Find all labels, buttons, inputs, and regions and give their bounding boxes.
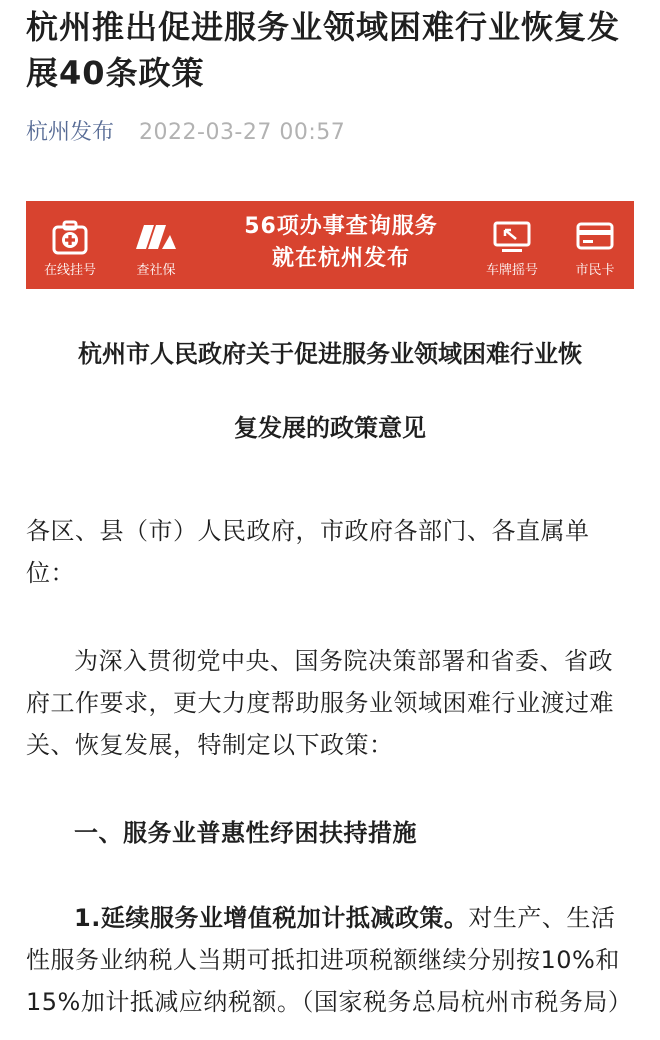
screen-icon (492, 219, 532, 259)
policy-item-1 (26, 897, 636, 1023)
social-security-icon (132, 219, 180, 257)
services-banner[interactable] (26, 201, 634, 289)
author-link[interactable]: 杭州发布 (26, 120, 115, 145)
banner-slogan (196, 211, 486, 275)
document-heading-line2: 复发展的政策意见 (234, 414, 426, 442)
article-meta (26, 118, 345, 148)
service-license-lottery[interactable] (474, 201, 550, 289)
policy-item-title: 1.延续服务业增值税加计抵减政策。 (74, 904, 469, 932)
service-label: 查社保 (136, 263, 176, 278)
medical-kit-icon (50, 219, 90, 261)
document-heading-line1: 杭州市人民政府关于促进服务业领域困难行业恢 (78, 340, 582, 368)
service-label: 车牌摇号 (485, 263, 538, 278)
article-title: 杭州推出促进服务业领域困难行业恢复发展40条政策 (26, 8, 621, 92)
service-citizen-card[interactable] (560, 201, 630, 289)
publish-date: 2022-03-27 00:57 (139, 120, 346, 145)
service-label: 在线挂号 (43, 263, 96, 278)
service-social-security[interactable] (120, 201, 192, 289)
intro-paragraph: 为深入贯彻党中央、国务院决策部署和省委、省政府工作要求，更大力度帮助服务业领域困难行业渡过难关、恢复发展，特制定以下政策： (26, 647, 614, 759)
service-label: 市民卡 (575, 263, 615, 278)
slogan-line: 就在杭州发布 (271, 246, 410, 271)
section-heading: 一、服务业普惠性纾困扶持措施 (74, 819, 417, 847)
slogan-line: 56项办事查询服务 (244, 214, 438, 239)
card-icon (575, 219, 615, 257)
addressee: 各区、县（市）人民政府，市政府各部门、各直属单位： (26, 517, 590, 587)
service-online-registration[interactable] (34, 201, 106, 289)
policy-item-body: 对生产、生活性服务业纳税人当期可抵扣进项税额继续分别按10%和15%加计抵减应纳税额。（国家税务总局杭州市税务局） (26, 904, 633, 1016)
